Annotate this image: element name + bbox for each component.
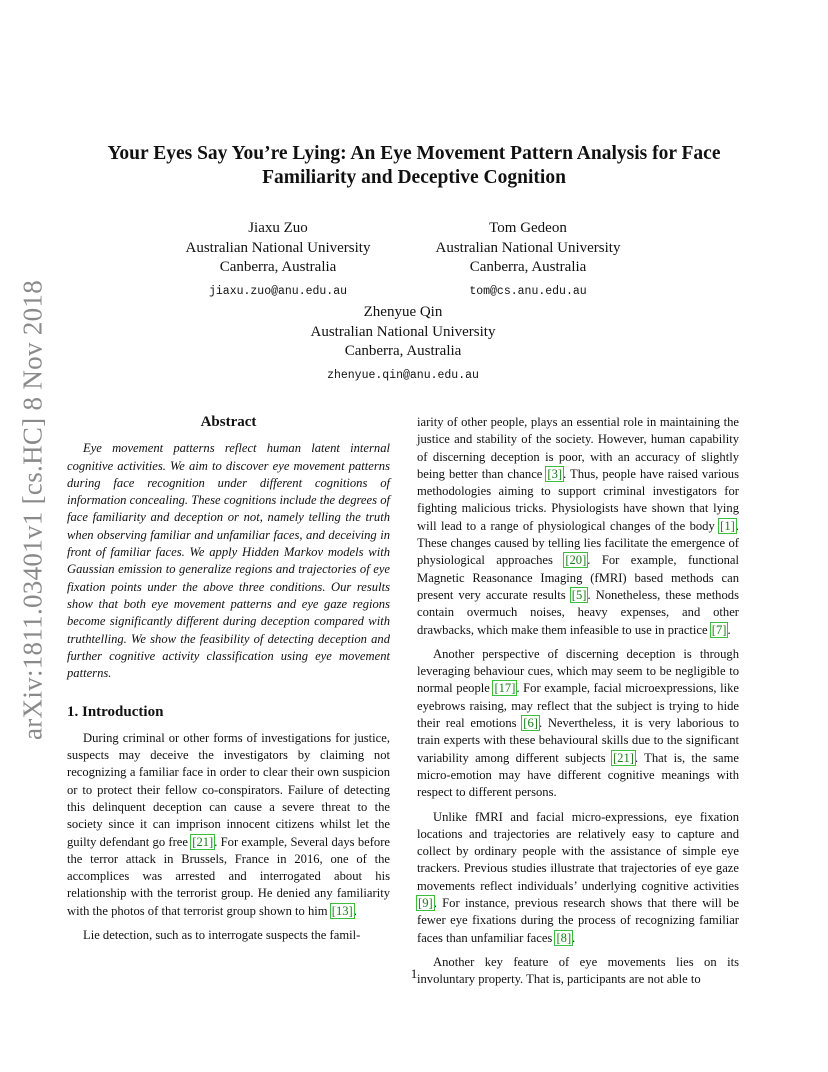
intro-paragraph-1: During criminal or other forms of investigations for justice, suspects may deceive the investigators by claiming not recognizing a familiar face in order to clear their own suspicion or to protect their fellow co-conspirators. Failure of detecting this delinquent deception can cause a severe threat to the society since it can imprison innocent citizens whilst let the guilty defendant go free [21]. For example, Several days before the terror attack in Brussels, France in 2016, one of the accomplices was arrested and interrogated about his relationship with the terrorist group. He denied any familiarity with the photos of that terrorist group shown to him [13].: [67, 730, 390, 918]
author-block-3: [293, 303, 513, 385]
citation-link[interactable]: [1]: [720, 518, 735, 533]
author-block-1: [168, 219, 388, 301]
citation-link[interactable]: [13]: [331, 903, 353, 918]
arxiv-stamp: [16, 279, 50, 741]
intro-paragraph-2-continued: iarity of other people, plays an essential role in maintaining the justice and stability of the society. However, human capability of discerning deception is poor, with an accuracy of slightly being better than chance [3]. Thus, people have raised various methodologies aiming to support criminal investigators for fighting malicious tricks. Physiologists have shown that lying will lead to a range of physiological changes of the body [1]. These changes caused by telling lies facilitate the emergence of physiological approaches [20]. For example, functional Magnetic Reasonance Imaging (fMRI) based methods can present very accurate results [5]. Nonetheless, these methods contain overmuch noises, heavy expenses, and other drawbacks, which make them infeasible to use in practice [7].: [417, 415, 740, 637]
section-heading-introduction: 1. Introduction: [67, 704, 164, 721]
citation-link[interactable]: [3]: [547, 466, 563, 481]
intro-paragraph-4: Unlike fMRI and facial micro-expressions, eye fixation locations and trajectories are relatively easy to capture and collect by ordinary people with the assistance of simple eye trackers. Previous studies illustrate that trajectories of eye gaze movements reflect individuals’ underlying cognitive activities [9]. For instance, previous research shows that there will be fewer eye fixations during the process of recognizing familiar faces than unfamiliar faces [8].: [417, 809, 739, 945]
right-column: [417, 414, 739, 996]
citation-link[interactable]: [17]: [494, 681, 516, 696]
citation-link[interactable]: [21]: [612, 750, 634, 765]
citation-link[interactable]: [21]: [192, 834, 214, 849]
citation-link[interactable]: [5]: [571, 587, 587, 602]
author-affiliation: Australian National University: [435, 239, 621, 256]
title-line-2: Familiarity and Deceptive Cognition: [262, 167, 566, 188]
abstract-text: Eye movement patterns reflect human latent internal cognitive activities. We aim to discover eye movement patterns during face recognition under different cognitions of information concealing. These cognitions include the degrees of face familiarity and deception or not, namely telling the truth when observing familiar and unfamiliar faces, and deceiving in front of familiar faces. We apply Hidden Markov models with Gaussian emission to generalize regions and trajectories of eye fixation points under the above three conditions. Our results show that both eye movement patterns and eye gaze regions become significantly different during deception compared with truthtelling. We show the feasibility of detecting deception and further cognitive activity classification using eye movement patterns.: [67, 441, 390, 681]
citation-link[interactable]: [7]: [711, 622, 727, 637]
title-line-1: Your Eyes Say You’re Lying: An Eye Movement Pattern Analysis for Face: [107, 143, 721, 164]
citation-link[interactable]: [8]: [556, 930, 572, 945]
author-location: Canberra, Australia: [219, 259, 337, 275]
abstract-heading: Abstract: [200, 414, 257, 430]
citation-link[interactable]: [6]: [523, 716, 538, 731]
citation-link[interactable]: [20]: [565, 553, 587, 568]
author-affiliation: Australian National University: [310, 323, 496, 340]
author-name: Jiaxu Zuo: [248, 220, 308, 236]
intro-paragraph-5: Another key feature of eye movements lies on its involuntary property. That is, participants are not able to: [417, 954, 739, 987]
author-name: Zhenyue Qin: [363, 304, 443, 320]
author-email[interactable]: jiaxu.zuo@anu.edu.au: [208, 284, 348, 298]
paper-title: [60, 142, 768, 190]
author-email[interactable]: zhenyue.qin@anu.edu.au: [327, 368, 479, 382]
author-affiliation: Australian National University: [185, 239, 371, 256]
author-name: Tom Gedeon: [489, 220, 567, 236]
author-block-2: [418, 219, 638, 301]
author-location: Canberra, Australia: [344, 343, 462, 359]
arxiv-identifier: arXiv:1811.03401v1 [cs.HC] 8 Nov 2018: [17, 279, 48, 741]
author-email[interactable]: tom@cs.anu.edu.au: [469, 284, 587, 298]
citation-link[interactable]: [9]: [418, 896, 433, 911]
author-location: Canberra, Australia: [469, 259, 587, 275]
intro-paragraph-2-start: Lie detection, such as to interrogate suspects the famil-: [83, 928, 361, 943]
left-column: [67, 414, 390, 951]
page-number: 1: [410, 966, 418, 981]
intro-paragraph-3: Another perspective of discerning deception is through leveraging behaviour cues, which may seem to be negligible to normal people [17]. For example, facial microexpressions, like eyebrows raising, may reflect that the subject is trying to hide their real emotions [6]. Nevertheless, it is very laborious to train experts with these behavioural skills due to the significant variability among different subjects [21]. That is, the same micro-emotion may have different cognitive meanings with respect to different persons.: [417, 646, 739, 800]
